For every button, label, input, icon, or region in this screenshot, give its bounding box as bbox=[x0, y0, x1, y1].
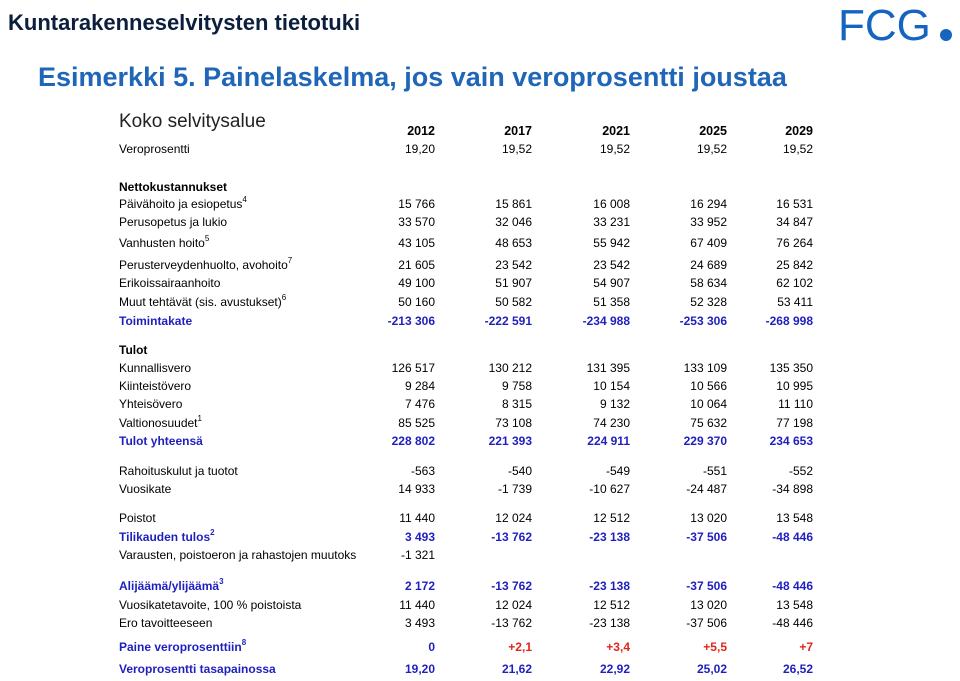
cell-value: 16 008 bbox=[593, 197, 630, 211]
cell-value: 51 907 bbox=[495, 276, 532, 290]
cell-value: 58 634 bbox=[690, 276, 727, 290]
cell-value: 85 525 bbox=[398, 416, 435, 430]
table-row bbox=[0, 213, 960, 232]
footnote-marker: 5 bbox=[204, 234, 210, 243]
cell-value: 7 476 bbox=[404, 397, 435, 411]
table-row bbox=[0, 462, 960, 481]
cell-value: -540 bbox=[507, 464, 532, 478]
table-row bbox=[0, 528, 960, 547]
table-row bbox=[0, 359, 960, 378]
table-row bbox=[0, 432, 960, 451]
cell-value: 11 110 bbox=[778, 397, 813, 411]
cell-value: 19,52 bbox=[599, 142, 630, 156]
cell-value: 221 393 bbox=[488, 434, 532, 448]
header-title: Kuntarakenneselvitysten tietotuki bbox=[8, 10, 361, 35]
cell-value: -1 739 bbox=[497, 482, 532, 496]
cell-value: -13 762 bbox=[491, 579, 532, 593]
table-row bbox=[0, 546, 960, 565]
cell-value: 55 942 bbox=[593, 236, 630, 250]
cell-value: 11 440 bbox=[399, 511, 435, 525]
table-row bbox=[0, 377, 960, 396]
row-label-wrapper bbox=[119, 256, 292, 275]
row-label: Ero tavoitteeseen bbox=[119, 616, 213, 630]
cell-value: 130 212 bbox=[488, 361, 532, 375]
cell-value: -23 138 bbox=[589, 530, 630, 544]
cell-value: 51 358 bbox=[593, 295, 630, 309]
table-row bbox=[0, 256, 960, 275]
year-header: 2012 bbox=[407, 124, 435, 138]
row-label: Vuosikate bbox=[119, 482, 172, 496]
row-label: Perusterveydenhuolto, avohoito bbox=[119, 258, 288, 272]
cell-value: 62 102 bbox=[776, 276, 813, 290]
year-header: 2017 bbox=[504, 124, 532, 138]
cell-value: -48 446 bbox=[772, 530, 813, 544]
cell-value: 50 582 bbox=[495, 295, 532, 309]
year-header: 2025 bbox=[699, 124, 727, 138]
cell-value: 224 911 bbox=[587, 434, 630, 448]
cell-value: 13 020 bbox=[690, 511, 727, 525]
page-subtitle: Esimerkki 5. Painelaskelma, jos vain veroprosentti joustaa bbox=[38, 62, 787, 92]
cell-value: 19,52 bbox=[782, 142, 813, 156]
footnote-marker: 3 bbox=[219, 577, 224, 586]
year-header: 2021 bbox=[602, 124, 630, 138]
cell-value: 32 046 bbox=[495, 215, 532, 229]
cell-value: -23 138 bbox=[589, 616, 630, 630]
cell-value: -253 306 bbox=[679, 314, 727, 328]
cell-value: 43 105 bbox=[398, 236, 435, 250]
row-label: Poistot bbox=[119, 511, 156, 525]
table-row bbox=[0, 414, 960, 433]
row-label-wrapper bbox=[119, 234, 209, 253]
cell-value: 12 512 bbox=[593, 511, 630, 525]
cell-value: 229 370 bbox=[683, 434, 727, 448]
cell-value: 67 409 bbox=[690, 236, 727, 250]
table-row bbox=[0, 638, 960, 657]
cell-value: 34 847 bbox=[776, 215, 813, 229]
cell-value: -552 bbox=[788, 464, 813, 478]
cell-value: 16 531 bbox=[776, 197, 813, 211]
row-label: Rahoituskulut ja tuotot bbox=[119, 464, 238, 478]
cell-value: 8 315 bbox=[501, 397, 532, 411]
row-label: Alijäämä/ylijäämä bbox=[119, 579, 220, 593]
cell-value: 3 493 bbox=[404, 616, 435, 630]
cell-value: +7 bbox=[799, 640, 813, 654]
cell-value: -23 138 bbox=[589, 579, 630, 593]
table-row bbox=[0, 195, 960, 214]
cell-value: 10 566 bbox=[690, 379, 727, 393]
cell-value: 3 493 bbox=[404, 530, 435, 544]
cell-value: 77 198 bbox=[776, 416, 813, 430]
cell-value: 14 933 bbox=[398, 482, 435, 496]
cell-value: -37 506 bbox=[686, 579, 727, 593]
row-label: Vuosikatetavoite, 100 % poistoista bbox=[119, 598, 302, 612]
cell-value: -213 306 bbox=[387, 314, 435, 328]
row-label: Tulot bbox=[119, 343, 148, 357]
logo-text: FCG bbox=[838, 4, 931, 46]
year-header-row bbox=[0, 122, 960, 141]
cell-value: -268 998 bbox=[765, 314, 813, 328]
row-label: Paine veroprosenttiin bbox=[119, 640, 242, 654]
cell-value: -234 988 bbox=[582, 314, 630, 328]
cell-value: 11 440 bbox=[399, 598, 435, 612]
cell-value: 10 154 bbox=[593, 379, 630, 393]
row-label-wrapper bbox=[119, 195, 247, 214]
cell-value: 133 109 bbox=[683, 361, 727, 375]
row-label: Perusopetus ja lukio bbox=[119, 215, 228, 229]
table-row bbox=[0, 596, 960, 615]
row-label: Nettokustannukset bbox=[119, 180, 228, 194]
row-label: Vanhusten hoito bbox=[119, 236, 205, 250]
table-row bbox=[0, 293, 960, 312]
table-row bbox=[0, 614, 960, 633]
cell-value: 13 548 bbox=[776, 511, 813, 525]
row-label: Toimintakate bbox=[119, 314, 193, 328]
table-row bbox=[0, 140, 960, 159]
row-label: Yhteisövero bbox=[119, 397, 183, 411]
cell-value: 25,02 bbox=[696, 662, 727, 676]
row-label: Muut tehtävät (sis. avustukset) bbox=[119, 295, 282, 309]
cell-value: -549 bbox=[605, 464, 630, 478]
cell-value: 15 766 bbox=[398, 197, 435, 211]
row-label: Veroprosentti bbox=[119, 142, 190, 156]
table-row bbox=[0, 274, 960, 293]
cell-value: 131 395 bbox=[586, 361, 630, 375]
cell-value: 234 653 bbox=[769, 434, 813, 448]
footnote-marker: 8 bbox=[241, 638, 247, 647]
cell-value: 19,52 bbox=[501, 142, 532, 156]
cell-value: 33 952 bbox=[690, 215, 727, 229]
row-label: Erikoissairaanhoito bbox=[119, 276, 221, 290]
cell-value: 33 570 bbox=[398, 215, 435, 229]
cell-value: 25 842 bbox=[776, 258, 813, 272]
cell-value: +2,1 bbox=[508, 640, 532, 654]
cell-value: 26,52 bbox=[782, 662, 813, 676]
cell-value: 23 542 bbox=[495, 258, 532, 272]
cell-value: 10 064 bbox=[690, 397, 727, 411]
cell-value: 19,52 bbox=[696, 142, 727, 156]
row-label: Kunnallisvero bbox=[119, 361, 192, 375]
cell-value: -48 446 bbox=[772, 579, 813, 593]
table-row bbox=[0, 312, 960, 331]
cell-value: 19,20 bbox=[404, 142, 435, 156]
cell-value: 74 230 bbox=[593, 416, 630, 430]
fcg-logo bbox=[838, 4, 956, 46]
cell-value: -24 487 bbox=[686, 482, 727, 496]
cell-value: 12 024 bbox=[495, 598, 532, 612]
cell-value: 76 264 bbox=[776, 236, 813, 250]
footnote-marker: 4 bbox=[242, 195, 247, 204]
cell-value: 19,20 bbox=[404, 662, 435, 676]
cell-value: 24 689 bbox=[690, 258, 727, 272]
cell-value: +3,4 bbox=[606, 640, 630, 654]
cell-value: -222 591 bbox=[484, 314, 532, 328]
cell-value: 49 100 bbox=[398, 276, 435, 290]
cell-value: -37 506 bbox=[686, 616, 727, 630]
row-label-wrapper bbox=[119, 414, 202, 433]
cell-value: 228 802 bbox=[391, 434, 435, 448]
cell-value: 135 350 bbox=[769, 361, 813, 375]
cell-value: 10 995 bbox=[776, 379, 813, 393]
row-label: Päivähoito ja esiopetus bbox=[119, 197, 243, 211]
year-header: 2029 bbox=[785, 124, 813, 138]
cell-value: -13 762 bbox=[491, 616, 532, 630]
row-label: Valtionosuudet bbox=[119, 416, 198, 430]
cell-value: 23 542 bbox=[593, 258, 630, 272]
table-row bbox=[0, 509, 960, 528]
cell-value: 13 548 bbox=[776, 598, 813, 612]
cell-value: +5,5 bbox=[703, 640, 727, 654]
cell-value: -563 bbox=[410, 464, 435, 478]
table-row bbox=[0, 577, 960, 596]
row-label-wrapper bbox=[119, 638, 246, 657]
row-label-wrapper bbox=[119, 577, 224, 596]
cell-value: 2 172 bbox=[404, 579, 435, 593]
cell-value: 21,62 bbox=[501, 662, 532, 676]
cell-value: 0 bbox=[428, 640, 435, 654]
cell-value: -37 506 bbox=[686, 530, 727, 544]
cell-value: 9 132 bbox=[599, 397, 630, 411]
footnote-marker: 7 bbox=[287, 256, 293, 265]
row-label: Veroprosentti tasapainossa bbox=[119, 662, 276, 676]
cell-value: 12 512 bbox=[593, 598, 630, 612]
cell-value: 73 108 bbox=[495, 416, 532, 430]
table-row bbox=[0, 660, 960, 679]
table-row bbox=[0, 395, 960, 414]
cell-value: 75 632 bbox=[690, 416, 727, 430]
cell-value: 33 231 bbox=[593, 215, 630, 229]
cell-value: -1 321 bbox=[400, 548, 435, 562]
row-label: Tulot yhteensä bbox=[119, 434, 203, 448]
cell-value: 12 024 bbox=[495, 511, 532, 525]
row-label-wrapper bbox=[119, 293, 286, 312]
cell-value: -34 898 bbox=[772, 482, 813, 496]
cell-value: 52 328 bbox=[690, 295, 727, 309]
cell-value: 53 411 bbox=[777, 295, 813, 309]
row-label: Varausten, poistoeron ja rahastojen muutoks bbox=[119, 548, 357, 562]
logo-dot bbox=[940, 29, 952, 41]
section-title: Koko selvitysalue bbox=[119, 111, 266, 132]
cell-value: -551 bbox=[702, 464, 727, 478]
cell-value: 22,92 bbox=[599, 662, 630, 676]
footnote-marker: 2 bbox=[210, 528, 215, 537]
footnote-marker: 6 bbox=[281, 293, 287, 302]
table-row bbox=[0, 234, 960, 253]
cell-value: -48 446 bbox=[772, 616, 813, 630]
cell-value: 9 284 bbox=[404, 379, 435, 393]
table-row bbox=[0, 480, 960, 499]
cell-value: 50 160 bbox=[398, 295, 435, 309]
table-row bbox=[0, 341, 960, 360]
cell-value: 126 517 bbox=[391, 361, 435, 375]
cell-value: -13 762 bbox=[491, 530, 532, 544]
cell-value: -10 627 bbox=[589, 482, 630, 496]
footnote-marker: 1 bbox=[197, 414, 202, 423]
cell-value: 9 758 bbox=[501, 379, 532, 393]
cell-value: 21 605 bbox=[398, 258, 435, 272]
row-label-wrapper bbox=[119, 528, 215, 547]
row-label: Kiinteistövero bbox=[119, 379, 192, 393]
cell-value: 13 020 bbox=[690, 598, 727, 612]
cell-value: 16 294 bbox=[690, 197, 727, 211]
cell-value: 48 653 bbox=[495, 236, 532, 250]
cell-value: 54 907 bbox=[593, 276, 630, 290]
row-label: Tilikauden tulos bbox=[119, 530, 211, 544]
cell-value: 15 861 bbox=[495, 197, 532, 211]
